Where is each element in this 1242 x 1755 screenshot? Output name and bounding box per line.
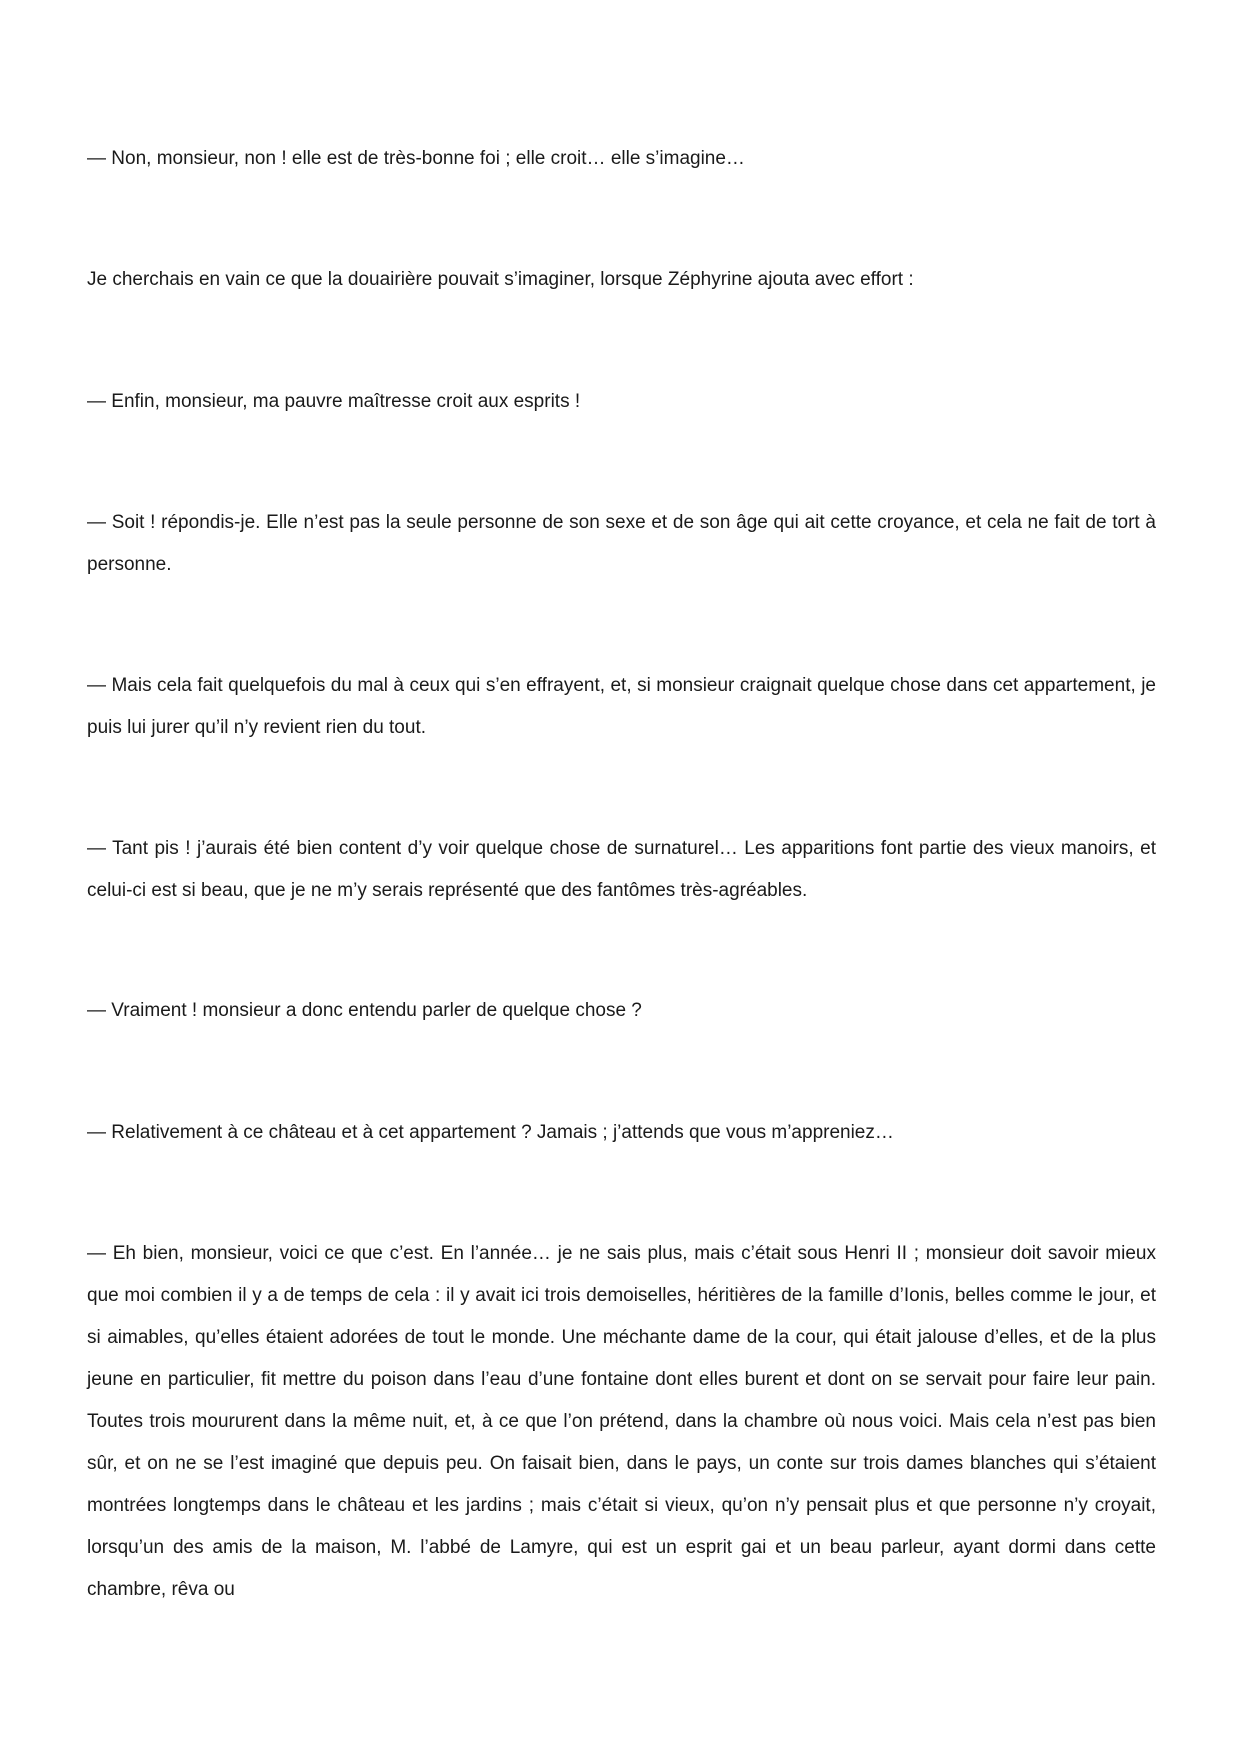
paragraph-9: — Eh bien, monsieur, voici ce que c’est. En l’année… je ne sais plus, mais c’était sous Henri II ; monsieur doit savoir mieux que moi combien il y a de temps de cela : il y avait ici trois demoiselles, héritières de la famille d’Ionis, belles comme le jour, et si aimables, qu’elles étaient adorées de tout le monde. Une méchante dame de la cour, qui était jalouse d’elles, et de la plus jeune en particulier, fit mettre du poison dans l’eau d’une fontaine dont elles burent et dont on se servait pour faire leur pain. Toutes trois moururent dans la même nuit, et, à ce que l’on prétend, dans la chambre où nous voici. Mais cela n’est pas bien sûr, et on ne se l’est imaginé que depuis peu. On faisait bien, dans le pays, un conte sur trois dames blanches qui s’étaient montrées longtemps dans le château et les jardins ; mais c’était si vieux, qu’on n’y pensait plus et que personne n’y croyait, lorsqu’un des amis de la maison, M. l’abbé de Lamyre, qui est un esprit gai et un beau parleur, ayant dormi dans cette chambre, rêva ou (87, 1243, 1156, 1600)
paragraph-4: — Soit ! répondis-je. Elle n’est pas la seule personne de son sexe et de son âge qui ait cette croyance, et cela ne fait de tort à personne. (87, 512, 1156, 575)
paragraph-6: — Tant pis ! j’aurais été bien content d’y voir quelque chose de surnaturel… Les apparitions font partie des vieux manoirs, et celui-ci est si beau, que je ne m’y serais représenté que des fantômes très-agréables. (87, 838, 1156, 901)
paragraph-5: — Mais cela fait quelquefois du mal à ceux qui s’en effrayent, et, si monsieur craignait quelque chose dans cet appartement, je puis lui jurer qu’il n’y revient rien du tout. (87, 675, 1156, 738)
paragraph-8: — Relativement à ce château et à cet appartement ? Jamais ; j’attends que vous m’appreniez… (87, 1122, 894, 1143)
paragraph-3: — Enfin, monsieur, ma pauvre maîtresse croit aux esprits ! (87, 391, 581, 412)
paragraph-2: Je cherchais en vain ce que la douairière pouvait s’imaginer, lorsque Zéphyrine ajouta avec effort : (87, 269, 914, 290)
paragraph-7: — Vraiment ! monsieur a donc entendu parler de quelque chose ? (87, 1000, 642, 1021)
paragraph-1: — Non, monsieur, non ! elle est de très-bonne foi ; elle croit… elle s’imagine… (87, 148, 745, 169)
